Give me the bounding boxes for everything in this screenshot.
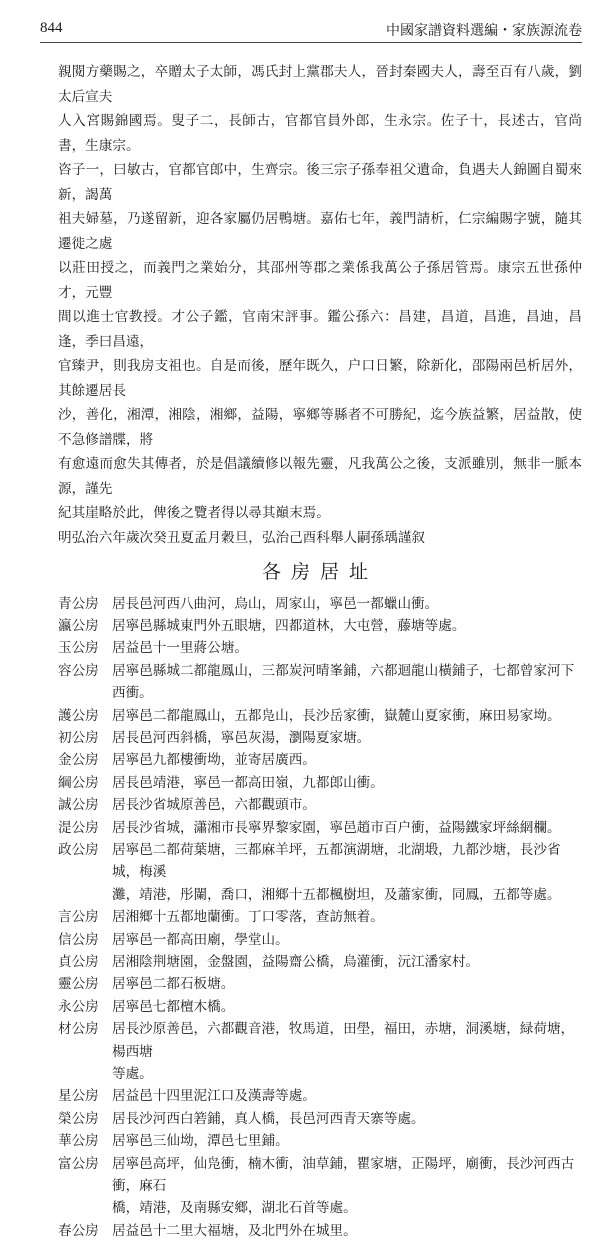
branch-name: 言公房 — [58, 906, 112, 928]
residence-line: 居長沙省城，瀟湘市長寧界黎家園，寧邑趙市百户衝，益陽鐵家坪絲網欄。 — [112, 817, 582, 839]
branch-name: 政公房 — [58, 839, 112, 906]
residence-line: 橋，靖港，及南縣安鄉，湖北石首等處。 — [112, 1197, 582, 1219]
branch-residence — [112, 906, 582, 928]
intro-line: 人入宮賜錦國焉。叟子二，長師古，官都官員外郎，生永宗。佐子十，長述古，官尚書，生康宗。 — [58, 109, 582, 158]
branch-residence — [112, 929, 582, 951]
section-title: 各房居址 — [58, 559, 582, 585]
branch-name: 青公房 — [58, 593, 112, 615]
branch-residence — [112, 1153, 582, 1220]
residence-entry — [58, 996, 582, 1018]
branch-residence — [112, 1085, 582, 1107]
residence-entry — [58, 772, 582, 794]
residence-line: 居長邑河西斜橋，寧邑灰湯，瀏陽夏家塘。 — [112, 727, 582, 749]
branch-residence — [112, 660, 582, 705]
residence-entry — [58, 1130, 582, 1152]
branch-residence — [112, 749, 582, 771]
branch-residence — [112, 705, 582, 727]
branch-name: 靈公房 — [58, 973, 112, 995]
branch-name: 星公房 — [58, 1085, 112, 1107]
branch-residence — [112, 839, 582, 906]
residence-entry — [58, 973, 582, 995]
branch-name: 材公房 — [58, 1018, 112, 1085]
intro-line: 咨子一，曰敏古，官都官郎中，生齊宗。後三宗子孫奉祖父遺命，負遇夫人錦圖自蜀來新，謁萬 — [58, 158, 582, 207]
residence-line: 居寧邑七都檀木橋。 — [112, 996, 582, 1018]
residence-line: 居湘陰荆塘園，金盤園，益陽齋公橋，烏灌衝，沅江潘家村。 — [112, 951, 582, 973]
intro-line: 親閱方藥賜之，卒贈太子太師，馮氏封上黨郡夫人，晉封秦國夫人，壽至百有八歲，劉太后宣夫 — [58, 60, 582, 109]
intro-line: 有愈遠而愈失其傳者，於是倡議續修以報先靈，凡我萬公之後，支派雖別，無非一脈本源，謹先 — [58, 452, 582, 501]
running-title: 中國家譜資料選編・家族源流卷 — [386, 20, 582, 40]
residence-entry — [58, 1085, 582, 1107]
intro-line: 間以進士官教授。才公子鑑，官南宋評事。鑑公孫六：昌建，昌道，昌進，昌迪，昌逢，季曰昌遠， — [58, 305, 582, 354]
residence-line: 居寧邑九都樓衝坳，並寄居廣西。 — [112, 749, 582, 771]
residence-line: 居寧邑高坪，仙凫衝，楠木衝，油草鋪，瞿家塘，正陽坪，廟衝，長沙河西古衝，麻石 — [112, 1153, 582, 1198]
branch-residence — [112, 1220, 582, 1242]
intro-line: 以莊田授之，而義門之業始分，其邵州等郡之業係我萬公子孫居管焉。康宗五世孫仲才，元豐 — [58, 256, 582, 305]
branch-name: 瀛公房 — [58, 615, 112, 637]
residence-entry — [58, 593, 582, 615]
branch-name: 貞公房 — [58, 951, 112, 973]
residence-line: 居寧邑縣城東門外五眼塘，四都道林，大屯營，藤塘等處。 — [112, 615, 582, 637]
branch-residence — [112, 1108, 582, 1130]
branch-residence — [112, 1018, 582, 1085]
residence-entry — [58, 660, 582, 705]
residence-entry — [58, 727, 582, 749]
residence-line: 居長邑靖港，寧邑一都高田嶺，九都郎山衝。 — [112, 772, 582, 794]
residence-entry — [58, 749, 582, 771]
residence-list — [58, 593, 582, 1242]
branch-residence — [112, 727, 582, 749]
page-number: 844 — [40, 20, 63, 37]
residence-line: 居長邑河西八曲河，烏山，周家山，寧邑一都蠟山衝。 — [112, 593, 582, 615]
intro-line: 官臻尹，則我房支祖也。自是而後，歷年既久，户口日繁，除新化，邵陽兩邑析居外，其餘遷居長 — [58, 354, 582, 403]
intro-line: 沙，善化，湘潭，湘陰，湘鄉，益陽，寧鄉等縣者不可勝紀，迄今族益繁，居益散，使不急修譜牒，將 — [58, 403, 582, 452]
intro-line: 紀其崖略於此，俾後之覽者得以尋其巔末焉。 — [58, 501, 582, 526]
branch-name: 金公房 — [58, 749, 112, 771]
residence-entry — [58, 1153, 582, 1220]
branch-name: 榮公房 — [58, 1108, 112, 1130]
residence-line: 灘，靖港，彤闌，喬口，湘鄉十五都楓樹坦，及蕭家衝，同鳳，五都等處。 — [112, 884, 582, 906]
residence-entry — [58, 794, 582, 816]
residence-line: 居長沙原善邑，六都觀音港，牧馬道，田壆，福田，赤塘，洞溪塘，緑荷塘，楊西塘 — [112, 1018, 582, 1063]
residence-entry — [58, 906, 582, 928]
branch-name: 容公房 — [58, 660, 112, 705]
residence-entry — [58, 615, 582, 637]
branch-name: 信公房 — [58, 929, 112, 951]
page-header — [40, 18, 582, 43]
residence-line: 居長沙河西白箬鋪，真人橋，長邑河西青天寨等處。 — [112, 1108, 582, 1130]
intro-paragraph — [58, 60, 582, 526]
residence-entry — [58, 951, 582, 973]
branch-name: 永公房 — [58, 996, 112, 1018]
branch-name: 玉公房 — [58, 637, 112, 659]
residence-line: 居寧邑二都龍鳳山，五都凫山，長沙岳家衝，嶽麓山夏家衝，麻田易家坳。 — [112, 705, 582, 727]
branch-name: 綱公房 — [58, 772, 112, 794]
residence-line: 居益邑十一里蔣公塘。 — [112, 637, 582, 659]
residence-entry — [58, 637, 582, 659]
residence-entry — [58, 705, 582, 727]
branch-name: 護公房 — [58, 705, 112, 727]
branch-residence — [112, 772, 582, 794]
residence-entry — [58, 839, 582, 906]
residence-entry — [58, 1220, 582, 1242]
residence-entry — [58, 1108, 582, 1130]
residence-line: 居寧邑二都石板塘。 — [112, 973, 582, 995]
branch-residence — [112, 973, 582, 995]
intro-line: 祖夫婦墓，乃遂留新，迎各家屬仍居鴨塘。嘉佑七年，義門請析，仁宗編賜字號，隨其遷徙之處 — [58, 207, 582, 256]
residence-line: 居寧邑縣城二都龍鳳山，三都炭河晴峯鋪，六都迴龍山橫鋪子，七都曾家河下 — [112, 660, 582, 682]
branch-residence — [112, 817, 582, 839]
branch-residence — [112, 1130, 582, 1152]
branch-name: 春公房 — [58, 1220, 112, 1242]
residence-line: 居益邑十二里大福塘，及北門外在城里。 — [112, 1220, 582, 1242]
branch-residence — [112, 996, 582, 1018]
residence-line: 居湘鄉十五都地蘭衝。丁口零落，查訪無着。 — [112, 906, 582, 928]
branch-name: 初公房 — [58, 727, 112, 749]
branch-residence — [112, 637, 582, 659]
branch-residence — [112, 951, 582, 973]
branch-residence — [112, 593, 582, 615]
branch-residence — [112, 615, 582, 637]
residence-line: 西衝。 — [112, 682, 582, 704]
branch-residence — [112, 794, 582, 816]
branch-name: 華公房 — [58, 1130, 112, 1152]
branch-name: 富公房 — [58, 1153, 112, 1220]
residence-line: 居寧邑三仙坳，潭邑七里鋪。 — [112, 1130, 582, 1152]
branch-name: 誠公房 — [58, 794, 112, 816]
page-body — [58, 60, 582, 1242]
residence-line: 居益邑十四里泥江口及漢壽等處。 — [112, 1085, 582, 1107]
residence-entry — [58, 1018, 582, 1085]
residence-line: 等處。 — [112, 1063, 582, 1085]
residence-line: 居寧邑一都高田廟，學堂山。 — [112, 929, 582, 951]
residence-line: 居寧邑二都荷葉塘，三都麻羊坪，五都演湖塘，北湖塅，九都沙塘，長沙省城，梅溪 — [112, 839, 582, 884]
residence-line: 居長沙省城原善邑，六都觀頭市。 — [112, 794, 582, 816]
residence-entry — [58, 929, 582, 951]
branch-name: 湜公房 — [58, 817, 112, 839]
residence-entry — [58, 817, 582, 839]
signature-line: 明弘治六年歲次癸丑夏孟月穀旦，弘治己酉科舉人嗣孫瑀謹叙 — [58, 526, 582, 550]
